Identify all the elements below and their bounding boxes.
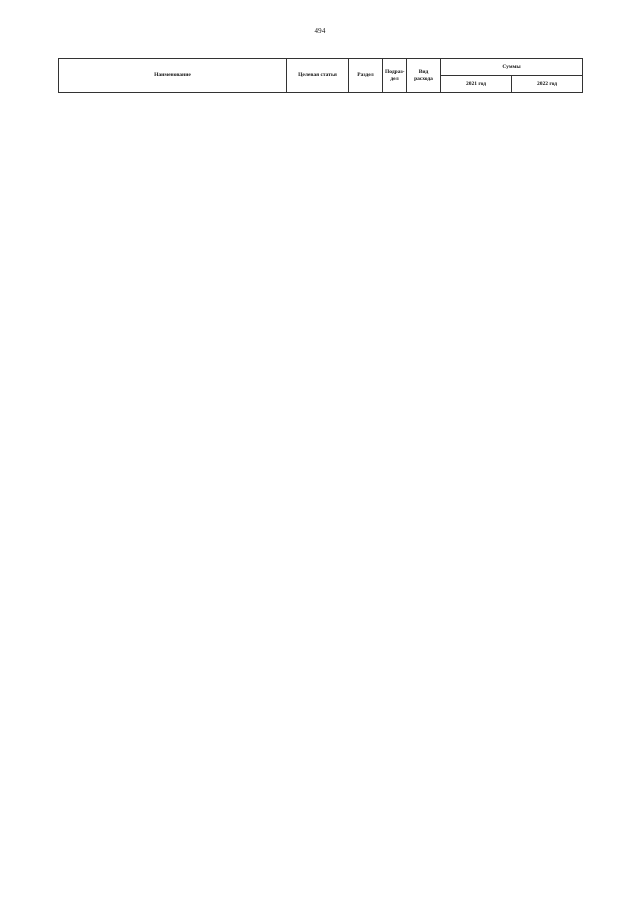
budget-table xyxy=(58,58,583,93)
header-year-2022: 2022 год xyxy=(512,76,583,93)
header-sums: Суммы xyxy=(441,59,583,76)
header-expense-type: Вид расхода xyxy=(407,59,441,93)
page-number: 494 xyxy=(314,27,326,35)
budget-table-container xyxy=(58,58,582,93)
header-name: Наименование xyxy=(59,59,287,93)
table-header xyxy=(59,59,583,93)
header-year-2021: 2021 год xyxy=(441,76,512,93)
header-section: Раздел xyxy=(349,59,383,93)
header-subsection: Подраз- дел xyxy=(383,59,407,93)
header-target-article: Целевая статья xyxy=(287,59,349,93)
